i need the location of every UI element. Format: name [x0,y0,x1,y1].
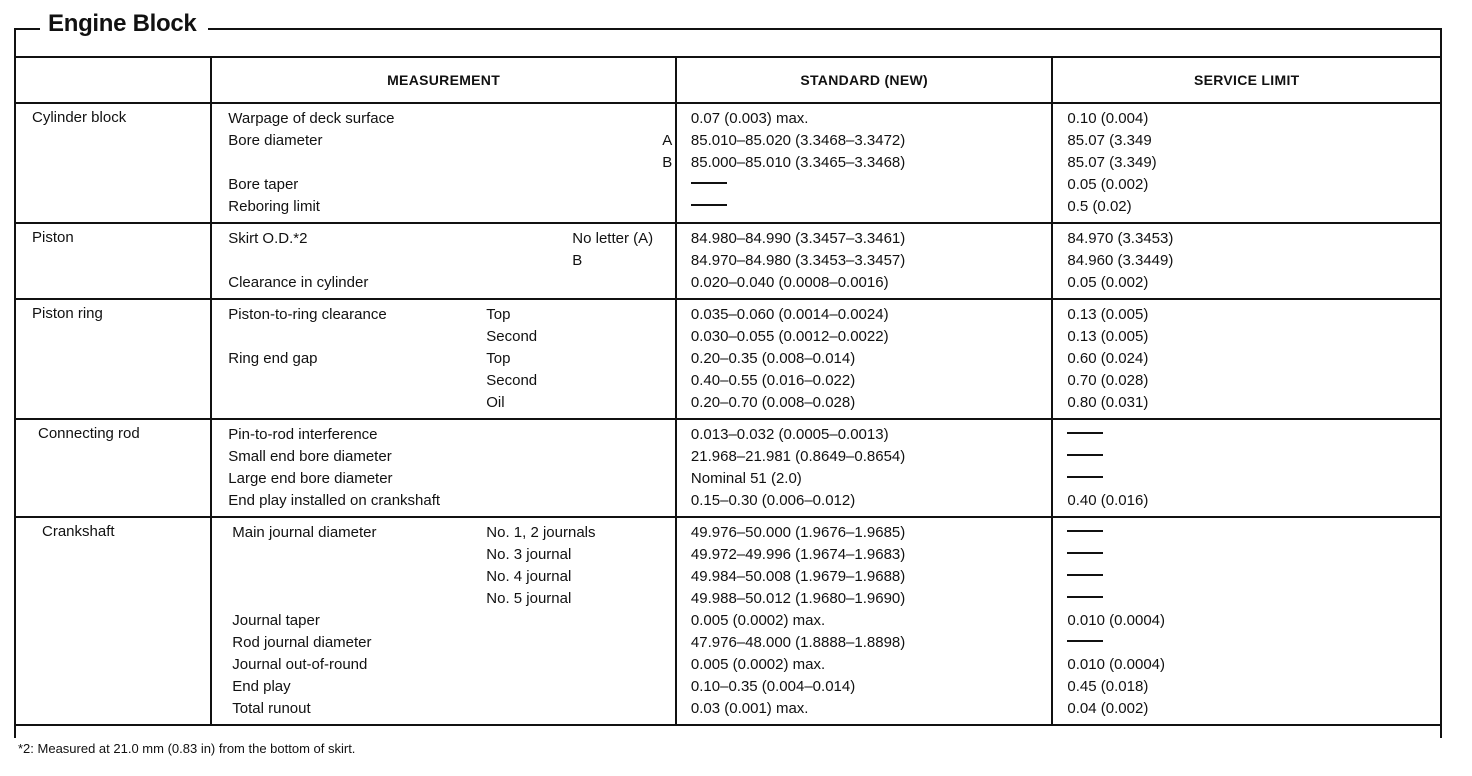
measurement-line [228,152,675,174]
measurement-line: Reboring limit [228,198,320,215]
sub-label: No letter (A) [572,230,654,247]
standard-value: 47.976–48.000 (1.8888–1.8898) [690,634,906,651]
spec-table [14,56,1442,726]
standard-value: 49.988–50.012 (1.9680–1.9690) [690,590,906,607]
dash-mark [1067,476,1103,478]
header-row [15,57,1441,103]
measurement-line: Piston-to-ring clearance Top [228,304,675,326]
limit-value [1067,544,1440,566]
dash-mark [691,204,727,206]
dash-mark [691,182,727,184]
component-name: Piston ring [15,299,211,419]
sub-label: No. 3 journal [486,546,572,563]
measurement-line: Journal taper [232,612,320,629]
sub-label: A [662,132,673,149]
measurement-line: Clearance in cylinder [228,274,369,291]
header-standard: STANDARD (NEW) [676,57,1053,103]
standard-value: 0.20–0.35 (0.008–0.014) [690,350,856,367]
sub-label: Oil [486,394,505,411]
measurement-line [232,544,675,566]
measurement-cell [211,517,676,725]
standard-value [691,174,1052,196]
measurement-line [228,326,675,348]
standard-value: 49.976–50.000 (1.9676–1.9685) [690,524,906,541]
measurement-line: Small end bore diameter [228,448,392,465]
measurement-line: Warpage of deck surface [228,110,395,127]
limit-value [1067,566,1440,588]
component-name: Piston [15,223,211,299]
measurement-line: End play [232,678,291,695]
row-connecting-rod [15,419,1441,517]
standard-value: 0.030–0.055 (0.0012–0.0022) [690,328,889,345]
limit-value [1067,468,1440,490]
measurement-line [228,250,675,272]
limit-value: 0.70 (0.028) [1067,372,1149,389]
component-name: Crankshaft [15,517,211,725]
sub-label: Second [486,372,538,389]
sub-label: Second [486,328,538,345]
header-blank [15,57,211,103]
measurement-line: End play installed on crankshaft [228,492,441,509]
row-piston-ring [15,299,1441,419]
standard-value: 0.035–0.060 (0.0014–0.0024) [690,306,889,323]
limit-value: 0.45 (0.018) [1067,678,1149,695]
standard-value: 85.000–85.010 (3.3465–3.3468) [690,154,906,171]
limit-value: 0.010 (0.0004) [1067,612,1165,629]
measurement-line: Large end bore diameter [228,470,393,487]
limit-value [1067,424,1440,446]
limit-value [1067,632,1440,654]
measurement-line: Pin-to-rod interference [228,426,378,443]
limit-value: 84.970 (3.3453) [1067,230,1174,247]
standard-value: 0.03 (0.001) max. [690,700,809,717]
limit-value: 0.80 (0.031) [1067,394,1149,411]
sub-label: No. 4 journal [486,568,572,585]
measurement-line [232,566,675,588]
standard-value [691,196,1052,218]
sub-label: B [662,154,673,171]
sub-label: Top [486,306,511,323]
limit-value: 0.5 (0.02) [1067,198,1132,215]
limit-value: 0.40 (0.016) [1067,492,1149,509]
standard-value: 49.984–50.008 (1.9679–1.9688) [690,568,906,585]
standard-cell [676,517,1053,725]
limit-cell [1052,223,1441,299]
limit-value: 0.05 (0.002) [1067,274,1149,291]
measurement-line [228,392,675,414]
standard-cell [676,419,1053,517]
header-measurement: MEASUREMENT [211,57,676,103]
standard-value: Nominal 51 (2.0) [690,470,802,487]
limit-value: 0.13 (0.005) [1067,306,1149,323]
limit-cell [1052,419,1441,517]
standard-value: 0.005 (0.0002) max. [690,656,826,673]
standard-value: 0.020–0.040 (0.0008–0.0016) [690,274,889,291]
row-crankshaft [15,517,1441,725]
footnote: *2: Measured at 21.0 mm (0.83 in) from the bottom of skirt. [18,741,356,756]
measurement-line [232,588,675,610]
measurement-cell [211,299,676,419]
standard-value: 84.970–84.980 (3.3453–3.3457) [690,252,906,269]
measurement-line: Skirt O.D.*2 No letter (A) [228,228,675,250]
standard-value: 85.010–85.020 (3.3468–3.3472) [690,132,906,149]
measurement-line: Total runout [232,700,311,717]
standard-value: 84.980–84.990 (3.3457–3.3461) [690,230,906,247]
dash-mark [1067,454,1103,456]
standard-value: 49.972–49.996 (1.9674–1.9683) [690,546,906,563]
standard-value: 0.15–0.30 (0.006–0.012) [690,492,856,509]
standard-value: 0.40–0.55 (0.016–0.022) [690,372,856,389]
measurement-cell [211,103,676,223]
measurement-line [228,370,675,392]
standard-value: 0.013–0.032 (0.0005–0.0013) [690,426,889,443]
limit-value: 0.04 (0.002) [1067,700,1149,717]
limit-value: 0.60 (0.024) [1067,350,1149,367]
measurement-line: Bore taper [228,176,299,193]
limit-value [1067,588,1440,610]
section-title: Engine Block [48,10,197,37]
standard-cell [676,103,1053,223]
dash-mark [1067,552,1103,554]
limit-cell [1052,299,1441,419]
standard-cell [676,223,1053,299]
measurement-line: Journal out-of-round [232,656,368,673]
limit-value: 0.05 (0.002) [1067,176,1149,193]
sub-label: Top [486,350,511,367]
limit-value: 85.07 (3.349) [1067,154,1157,171]
standard-value: 21.968–21.981 (0.8649–0.8654) [690,448,906,465]
title-box [40,10,208,38]
standard-value: 0.07 (0.003) max. [690,110,809,127]
standard-value: 0.005 (0.0002) max. [690,612,826,629]
sub-label: B [572,252,583,269]
standard-value: 0.10–0.35 (0.004–0.014) [690,678,856,695]
row-piston [15,223,1441,299]
measurement-line: Rod journal diameter [232,634,372,651]
header-service-limit: SERVICE LIMIT [1052,57,1441,103]
limit-value: 0.13 (0.005) [1067,328,1149,345]
component-name: Cylinder block [15,103,211,223]
component-name: Connecting rod [15,419,211,517]
dash-mark [1067,530,1103,532]
limit-cell [1052,517,1441,725]
dash-mark [1067,596,1103,598]
limit-value [1067,522,1440,544]
standard-value: 0.20–0.70 (0.008–0.028) [690,394,856,411]
measurement-line: Main journal diameter No. 1, 2 journals [232,522,675,544]
limit-value: 0.010 (0.0004) [1067,656,1165,673]
limit-value: 0.10 (0.004) [1067,110,1149,127]
limit-value: 84.960 (3.3449) [1067,252,1174,269]
measurement-line: Ring end gap Top [228,348,675,370]
limit-value: 85.07 (3.349 [1067,132,1152,149]
measurement-cell [211,419,676,517]
dash-mark [1067,432,1103,434]
sub-label: No. 1, 2 journals [486,524,596,541]
standard-cell [676,299,1053,419]
measurement-cell [211,223,676,299]
measurement-line: Bore diameter A [228,130,675,152]
limit-cell [1052,103,1441,223]
sub-label: No. 5 journal [486,590,572,607]
dash-mark [1067,574,1103,576]
dash-mark [1067,640,1103,642]
limit-value [1067,446,1440,468]
row-cylinder-block [15,103,1441,223]
